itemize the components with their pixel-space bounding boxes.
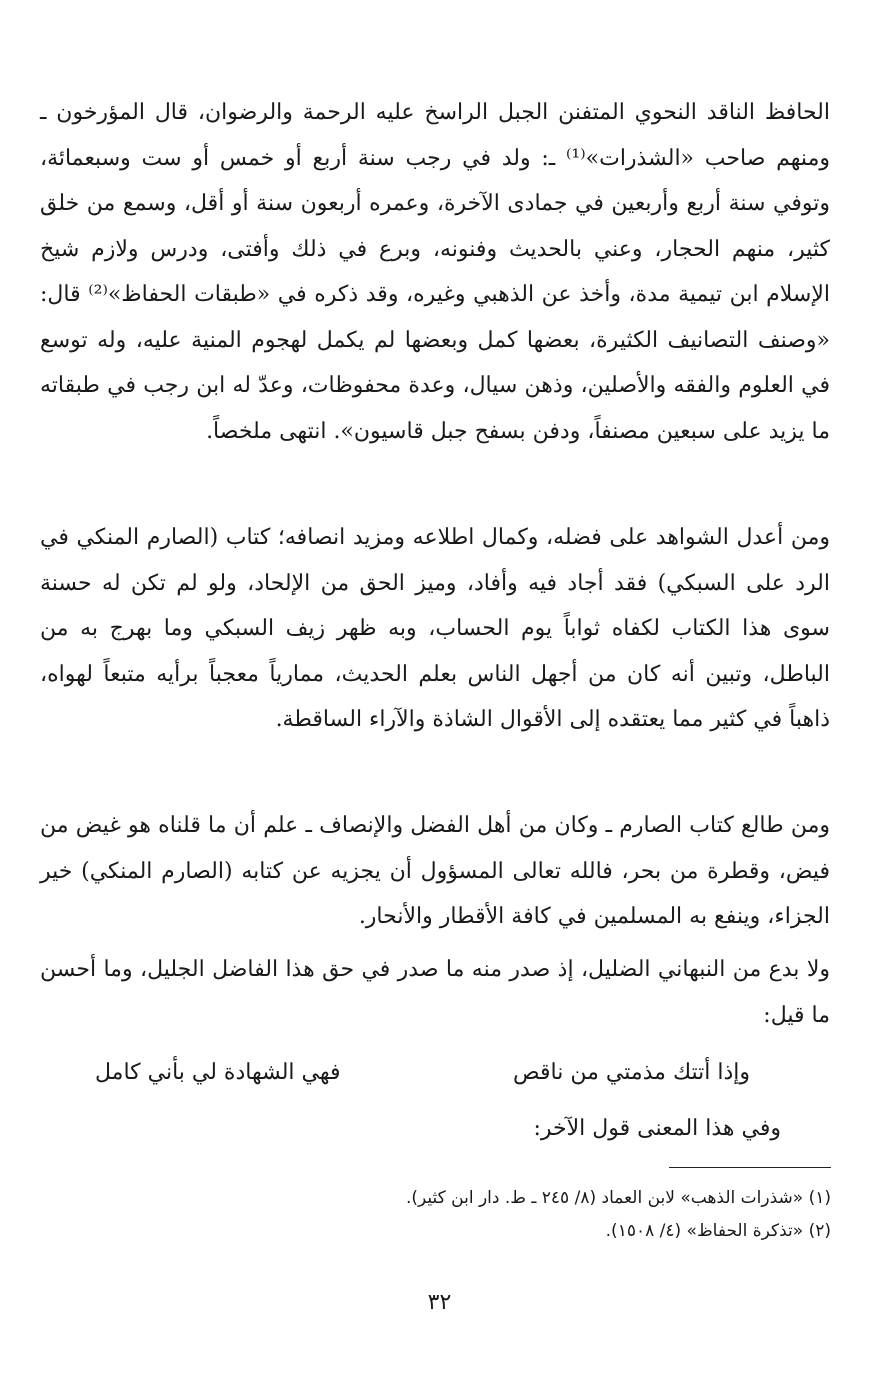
paragraph-sarim-book	[40, 515, 830, 743]
paragraph-readers	[40, 803, 830, 940]
footnote-2: (٢) «تذكرة الحفاظ» (٤/ ١٥٠٨).	[605, 1221, 831, 1241]
poetry-verse	[95, 1053, 750, 1093]
footnote-divider	[669, 1167, 831, 1168]
paragraph-nabhani	[40, 947, 830, 1038]
verse-intro-line: وفي هذا المعنى قول الآخر:	[533, 1116, 781, 1141]
paragraph-text: ولا بدع من النبهاني الضليل، إذ صدر منه ما صدر في حق هذا الفاضل الجليل، وما أحسن ما قيل:	[40, 957, 830, 1028]
footnote-1: (١) «شذرات الذهب» لابن العماد (٨/ ٢٤٥ ـ ط. دار ابن كثير).	[406, 1188, 831, 1208]
paragraph-biography	[40, 90, 830, 454]
verse-first-hemistich: وإذا أتتك مذمتي من ناقص	[513, 1060, 750, 1085]
footnotes-section	[71, 1182, 831, 1248]
paragraph-text: الحافظ الناقد النحوي المتفنن الجبل الراسخ عليه الرحمة والرضوان، قال المؤرخون ـ ومنهم صاحب «الشذرات»⁽¹⁾ ـ: ولد في رجب سنة أربع أو خمس أو ست وسبعمائة، وتوفي سنة أربع وأربعين في جمادى الآخرة، وعمره أربعون سنة أو أقل، وسمع من خلق كثير، منهم الحجار، وعني بالحديث وفنونه، وبرع في ذلك وأفتى، ودرس ولازم شيخ الإسلام ابن تيمية مدة، وأخذ عن الذهبي وغيره، وقد ذكره في «طبقات الحفاظ»⁽²⁾ قال: «وصنف التصانيف الكثيرة، بعضها كمل وبعضها لم يكمل لهجوم المنية عليه، وله توسع في العلوم والفقه والأصلين، وذهن سيال، وعدة محفوظات، وعدّ له ابن رجب في طبقاته ما يزيد على سبعين مصنفاً، ودفن بسفح جبل قاسيون». انتهى ملخصاً.	[40, 100, 830, 444]
paragraph-text: ومن طالع كتاب الصارم ـ وكان من أهل الفضل والإنصاف ـ علم أن ما قلناه هو غيض من فيض، وقطرة من بحر، فالله تعالى المسؤول أن يجزيه عن كتابه (الصارم المنكي) خير الجزاء، وينفع به المسلمين في كافة الأقطار والأنحار.	[40, 813, 830, 929]
page-number: ٣٢	[427, 1290, 452, 1315]
paragraph-text: ومن أعدل الشواهد على فضله، وكمال اطلاعه ومزيد انصافه؛ كتاب (الصارم المنكي في الرد على السبكي) فقد أجاد فيه وأفاد، وميز الحق من الإلحاد، ولو لم تكن له حسنة سوى هذا الكتاب لكفاه ثواباً يوم الحساب، وبه ظهر زيف السبكي وما بهرج به من الباطل، وتبين أنه كان من أجهل الناس بعلم الحديث، ممارياً معجباً برأيه متبعاً لهواه، ذاهباً في كثير مما يعتقده إلى الأقوال الشاذة والآراء الساقطة.	[40, 525, 830, 732]
verse-second-hemistich: فهي الشهادة لي بأني كامل	[95, 1060, 341, 1085]
